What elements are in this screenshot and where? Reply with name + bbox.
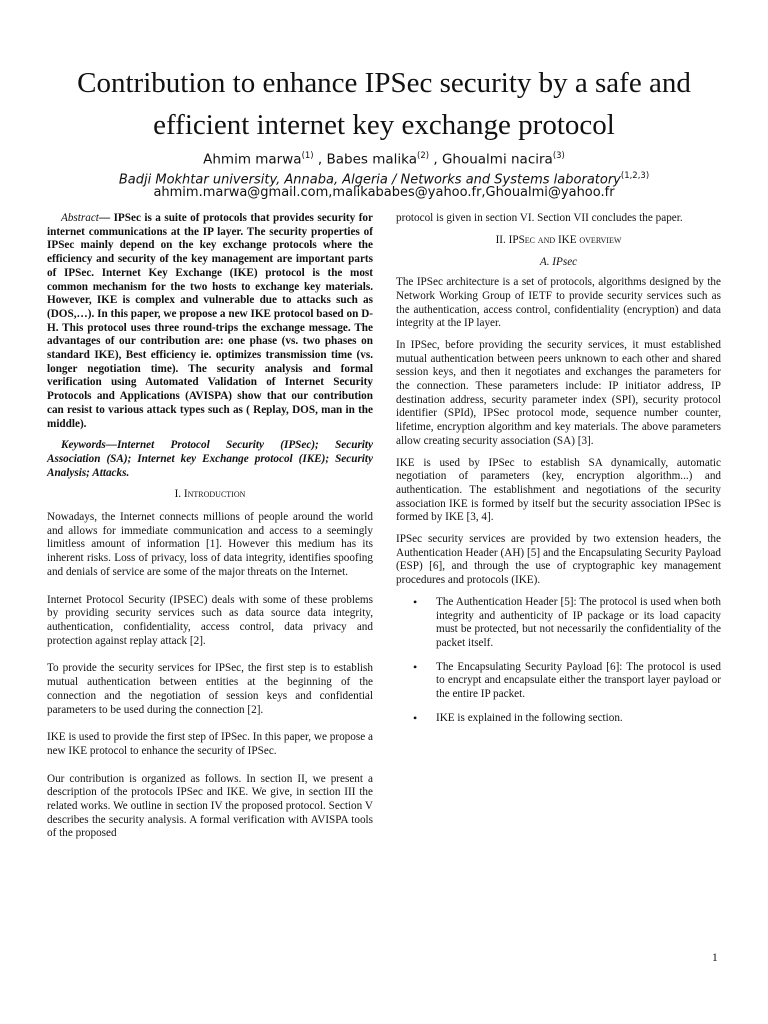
right-column: [396, 212, 721, 736]
page-number: 1: [712, 952, 718, 964]
title-line-2: efficient internet key exchange protocol: [153, 109, 615, 141]
author-sup: (1): [301, 151, 314, 161]
paragraph: Nowadays, the Internet connects millions of people around the world and allows for immediate communication and access to a seemingly limitless amount of information [1]. However this medium has its inherent risks. Loss of privacy, loss of data integrity, identifies spoofing and denials of service are some of the major threats on the Internet.: [47, 511, 373, 578]
keywords-lead: Keywords—: [61, 439, 117, 452]
subsection-heading-ipsec: A. IPsec: [539, 256, 578, 269]
keywords: [47, 439, 373, 480]
paragraph: IKE is used to provide the first step of IPSec. In this paper, we propose a new IKE protocol to enhance the security of IPSec.: [47, 731, 373, 757]
section-heading-introduction: I. Introduction: [174, 488, 246, 501]
section-heading-overview: II. IPSec and IKE overview: [495, 233, 622, 246]
list-item: • The Authentication Header [5]: The protocol is used when both integrity and authenticity of IP package or its load capacity must be protected, but not necessarily the confidentiality of the packet itself.: [436, 596, 721, 651]
paragraph: Internet Protocol Security (IPSEC) deals with some of these problems by providing security services such as data source data integrity, authentication, confidentiality, access control, data privacy and protection against replay attack [2].: [47, 593, 373, 647]
paper-title: [40, 62, 728, 146]
author-emails: ahmim.marwa@gmail.com,malikababes@yahoo.fr,Ghoualmi@yahoo.fr: [153, 185, 615, 200]
paragraph: protocol is given in section VI. Section VII concludes the paper.: [396, 212, 683, 224]
paragraph: IPSec security services are provided by two extension headers, the Authentication Header (AH) [5] and the Encapsulating Security Payload (ESP) [6], and through the use of cryptographic key management procedures and protocols (IKE).: [396, 533, 721, 587]
author-name: Ghoualmi nacira: [441, 151, 553, 168]
bullet-list: [396, 596, 721, 726]
author-sup: (2): [417, 151, 430, 161]
abstract: [47, 212, 373, 431]
abstract-text: — IPSec is a suite of protocols that provides security for internet communications at the IP layer. The security properties of IPSec mainly depend on the key exchange protocols where the efficiency and security of the key management are important parts of IPSec. Internet Key Exchange (IKE) protocol is the most common mechanism for the two hosts to exchange key materials. However, IKE is complex and vulnerable due to attacks such as (DOS,…). In this paper, we propose a new IKE protocol based on D-H. This protocol uses three round-trips the exchange message. The advantages of our contribution are: one phase (vs. two phases on standard IKE), Best efficiency ie. optimizes transmission time (vs. longer negotiation time). The security analysis and formal verification using Automated Validation of Internet Security Protocols and Applications (AVISPA) show that our contribution can resist to various attack types such as ( Replay, DOS, man in the middle).: [47, 212, 373, 430]
paragraph: In IPSec, before providing the security services, it must established mutual authentication between peers unknown to each other and shared session keys, and then it negotiates and exchanges the parameters for the connection. These parameters include: IP initiator address, IP destination address, security parameter index (SPI), security protocol identifier (SPId), IPSec protocol mode, sequence number counter, lifetime, encryption algorithm and key materials. The above parameters allow creating security association (SA) [3].: [396, 338, 721, 447]
keywords-text: Internet Protocol Security (IPSec); Security Association (SA); Internet key Exchange protocol (IKE); Security Analysis; Attacks.: [47, 439, 373, 479]
left-column: [47, 212, 373, 849]
paragraph: The IPSec architecture is a set of protocols, algorithms designed by the Network Working Group of IETF to provide security services such as the authentication, access control, confidentiality (encryption) and data integrity at the IP layer.: [396, 276, 721, 330]
author-name: Ahmim marwa: [203, 151, 302, 168]
paragraph: Our contribution is organized as follows. In section II, we present a description of the protocols IPSec and IKE. We give, in section III the related works. We outline in section IV the proposed protocol. Section V describes the security analysis. A formal verification with AVISPA tools of the proposed: [47, 772, 373, 840]
affiliation-text: Badji Mokhtar university, Annaba, Algeria / Networks and Systems laboratory: [118, 172, 621, 188]
author-sup: (3): [552, 151, 565, 161]
author-name: Babes malika: [326, 151, 418, 168]
abstract-lead: Abstract: [61, 212, 99, 224]
affiliation-sup: (1,2,3): [620, 171, 650, 181]
paragraph: IKE is used by IPSec to establish SA dynamically, automatic negotiation of parameters (key, encryption algorithm...) and authentication. The establishment and negotiations of the security association IKE is formed by itself but the security association IPSec is formed by IKE [3, 4].: [396, 456, 721, 524]
list-item: • The Encapsulating Security Payload [6]: The protocol is used to encrypt and encapsulate either the transport layer payload or the entire IP packet.: [436, 661, 721, 702]
title-line-1: Contribution to enhance IPSec security by a safe and: [77, 67, 691, 99]
list-item: • IKE is explained in the following section.: [436, 712, 721, 726]
author-list: Ahmim marwa$^{(1)}$ , Babes malika$^{(2)}$ , Ghoualmi nacira$^{(3)}$: [203, 151, 565, 168]
paragraph: To provide the security services for IPSec, the first step is to establish mutual authentication between entities at the beginning of the connection and the negotiation of session keys and confidential parameters to be used during the connection [2].: [47, 662, 373, 716]
